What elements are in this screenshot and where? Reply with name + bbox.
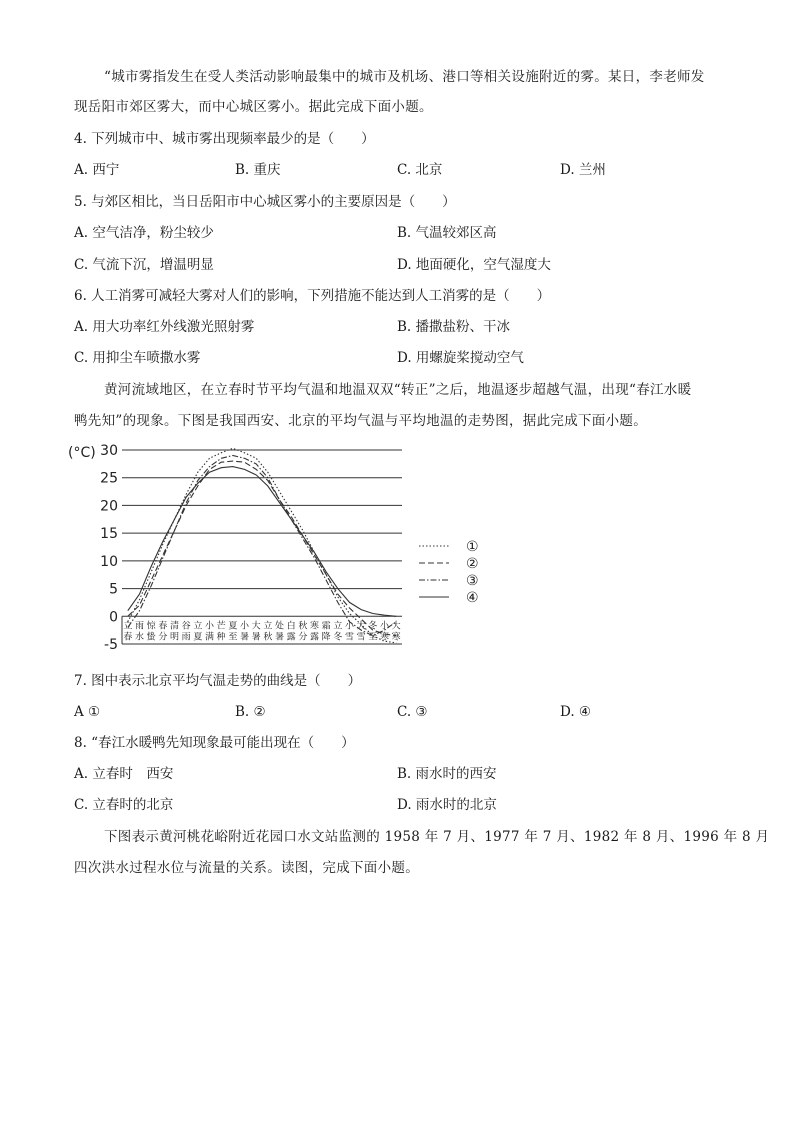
x-tick-label: 夏 [193,632,203,643]
x-tick-label: 寒 [309,621,320,632]
x-tick-label: 立 [193,621,203,632]
x-tick-label: 大 [251,621,261,632]
x-tick-label: 小 [239,621,250,632]
x-tick-label: 降 [321,632,331,643]
y-tick-label: -5 [104,637,118,653]
series-line-3 [128,456,396,636]
x-tick-label: 种 [216,632,226,643]
x-tick-label: 处 [274,621,285,632]
passage2-line1: 黄河流域地区，在立春时节平均气温和地温双双“转正”之后，地温逐步超越气温，出现“春江水暖 [104,382,692,398]
x-tick-label: 立 [333,621,343,632]
y-axis [100,443,118,653]
x-tick-label: 小 [204,621,215,632]
q5-stem: 5. 与郊区相比，当日岳阳市中心城区雾小的主要原因是（ ） [74,194,456,210]
q4-stem: 4. 下列城市中、城市雾出现频率最少的是（ ） [74,131,375,147]
passage2-line2: 鸭先知”的现象。下图是我国西安、北京的平均气温与平均地温的走势图，据此完成下面小题。 [74,413,647,429]
legend-label: ① [466,539,479,555]
x-tick-label: 清 [169,621,180,632]
q6-option-c[interactable]: C. 用抑尘车喷撒水雾 [74,350,201,366]
q5-option-a[interactable]: A. 空气洁净，粉尘较少 [74,225,214,241]
q7-option-b[interactable]: B. ② [235,704,266,720]
q6-option-b[interactable]: B. 播撒盐粉、干冰 [397,319,511,335]
q4-option-c[interactable]: C. 北京 [397,162,443,178]
q6-stem: 6. 人工消雾可减轻大雾对人们的影响，下列措施不能达到人工消雾的是（ ） [74,288,551,304]
x-tick-label: 至 [368,632,378,643]
q4-option-d[interactable]: D. 兰州 [560,162,606,178]
x-tick-label: 寒 [379,632,390,643]
x-tick-label: 冬 [368,621,378,632]
x-tick-label: 秋 [298,621,308,632]
x-tick-label: 分 [298,632,308,643]
x-tick-label: 立 [123,621,133,632]
q7-option-d[interactable]: D. ④ [560,704,592,720]
passage3-line2: 四次洪水过程水位与流量的关系。读图，完成下面小题。 [74,860,419,876]
passage1-line1: “城市雾指发生在受人类活动影响最集中的城市及机场、港口等相关设施附近的雾。某日，李老师发 [104,69,705,85]
temperature-chart [66,438,486,653]
q8-option-c[interactable]: C. 立春时的北京 [74,797,174,813]
x-tick-label: 白 [286,621,296,632]
x-tick-label: 惊 [146,621,156,632]
legend-label: ② [466,556,479,572]
x-tick-label: 大 [391,621,401,632]
x-tick-label: 雨 [134,621,145,632]
y-tick-label: 25 [100,470,118,487]
y-tick-label: 30 [100,443,118,459]
q8-stem: 8. “春江水暖鸭先知现象最可能出现在（ ） [74,735,355,751]
q8-option-a[interactable]: A. 立春时 西安 [74,766,174,782]
x-tick-label: 寒 [391,632,401,643]
x-tick-label: 暑 [239,632,250,643]
q5-option-b[interactable]: B. 气温较郊区高 [397,225,497,241]
q6-option-a[interactable]: A. 用大功率红外线激光照射雾 [74,319,255,335]
q7-option-c[interactable]: C. ③ [397,704,428,720]
q7-stem: 7. 图中表示北京平均气温走势的曲线是（ ） [74,673,362,689]
x-tick-label: 小 [379,621,390,632]
series-line-4 [128,467,396,617]
x-tick-label: 冬 [333,632,343,643]
q4-option-b[interactable]: B. 重庆 [235,162,281,178]
x-tick-label: 雪 [344,632,355,643]
y-tick-label: 10 [100,553,118,570]
legend-label: ③ [466,573,479,589]
x-tick-label: 春 [123,632,133,643]
x-tick-label: 秋 [263,632,273,643]
x-tick-label: 雨 [181,632,191,643]
series-line-2 [128,461,396,636]
y-tick-label: 5 [109,581,118,598]
x-tick-label: 暑 [274,632,285,643]
x-tick-label: 明 [169,632,180,643]
y-tick-label: 20 [100,498,118,515]
x-tick-label: 露 [286,632,296,643]
y-axis-label: (°C) [68,445,96,461]
x-tick-label: 满 [204,632,215,643]
y-tick-label: 0 [109,609,118,626]
x-tick-label: 小 [344,621,355,632]
q8-option-d[interactable]: D. 雨水时的北京 [397,797,497,813]
x-tick-label: 水 [134,632,145,643]
x-tick-label: 立 [263,621,273,632]
x-tick-label: 夏 [228,621,238,632]
chart-grid [122,450,402,644]
q8-option-b[interactable]: B. 雨水时的西安 [397,766,497,782]
x-tick-label: 露 [309,632,320,643]
x-tick-label: 暑 [251,632,261,643]
x-tick-label: 芒 [216,621,226,632]
chart-legend [419,539,479,606]
x-axis [123,619,400,642]
passage3-line1: 下图表示黄河桃花峪附近花园口水文站监测的 1958 年 7 月、1977 年 7 月、1982 年 8 月、1996 年 8 月 [104,829,770,845]
legend-label: ④ [466,590,479,606]
x-tick-label: 春 [158,621,168,632]
q6-option-d[interactable]: D. 用螺旋桨搅动空气 [397,350,524,366]
passage1-line2: 现岳阳市郊区雾大，而中心城区雾小。据此完成下面小题。 [74,99,433,115]
q7-option-a[interactable]: A ① [74,704,101,720]
q5-option-d[interactable]: D. 地面硬化，空气湿度大 [397,257,551,273]
y-tick-label: 15 [100,526,118,543]
x-tick-label: 大 [356,621,366,632]
q4-option-a[interactable]: A. 西宁 [74,162,120,178]
x-tick-label: 谷 [181,621,191,632]
x-tick-label: 至 [228,632,238,643]
q5-option-c[interactable]: C. 气流下沉，增温明显 [74,257,214,273]
x-tick-label: 分 [158,632,168,643]
x-tick-label: 霜 [321,621,331,632]
x-tick-label: 雪 [356,632,366,643]
x-tick-label: 蛰 [146,632,156,643]
